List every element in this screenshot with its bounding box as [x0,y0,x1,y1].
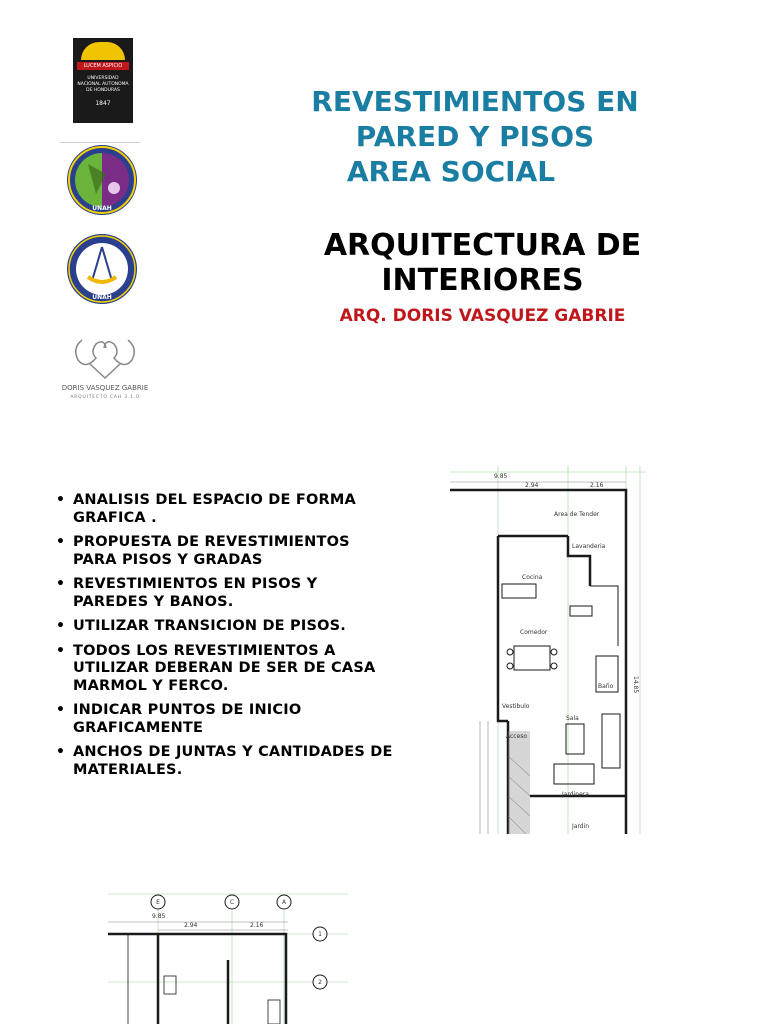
university-year: 1847 [95,100,111,107]
main-title [270,84,680,189]
humanidades-abbr: UNAH [92,205,112,212]
title-line-1: REVESTIMIENTOS EN [311,85,639,118]
room-vestibulo: Vestibulo [502,703,530,710]
room-bano: Baño [598,683,614,690]
axis-1: 1 [318,931,322,938]
doris-subtitle: ARQUITECTO CAH 3.1.0 [70,395,140,400]
dim-left: 2.94 [184,922,198,929]
logo-band-text: LUCEM ASPICIO [77,62,129,70]
room-area-tender: Area de Tender [554,511,600,518]
room-jardinera: Jardinera [562,791,589,798]
dim-total: 9.85 [494,473,508,480]
list-item: • UTILIZAR TRANSICION DE PISOS. [56,618,396,636]
list-item: • ANALISIS DEL ESPACIO DE FORMA GRAFICA . [56,492,396,527]
floor-plan-detail [108,880,348,1024]
list-item: • PROPUESTA DE REVESTIMIENTOS PARA PISOS Y GRADAS [56,534,396,569]
list-item: • TODOS LOS REVESTIMIENTOS A UTILIZAR DEBERAN DE SER DE CASA MARMOL Y FERCO. [56,643,396,696]
room-acceso: Acceso [506,733,528,740]
room-comedor: Comedor [520,629,548,636]
list-item: • ANCHOS DE JUNTAS Y CANTIDADES DE MATERIALES. [56,744,396,779]
sun-emblem [81,42,125,60]
axis-a: A [281,899,287,906]
room-cocina: Cocina [522,574,543,581]
course-line-2: INTERIORES [381,263,584,298]
floor-plan-main [450,466,646,834]
title-line-3: AREA SOCIAL [346,155,556,188]
university-name: UNIVERSIDAD NACIONAL AUTONOMA DE HONDURAS [77,76,129,93]
doris-name: DORIS VASQUEZ GABRIE [61,384,149,392]
requirements-list [56,492,396,786]
dim-right: 2.16 [250,922,264,929]
author-name: ARQ. DORIS VASQUEZ GABRIE [339,306,626,326]
room-jardin: Jardin [572,823,590,830]
room-sala: Sala [566,715,579,722]
university-logo [73,38,133,123]
arquitectura-abbr: UNAH [92,294,112,301]
course-title [290,228,675,298]
axis-2: 2 [318,979,322,986]
list-item: • INDICAR PUNTOS DE INICIO GRAFICAMENTE [56,702,396,737]
list-item: • REVESTIMIENTOS EN PISOS Y PAREDES Y BANOS. [56,576,396,611]
dim-total: 9.85 [152,913,166,920]
dim-height: 14.85 [632,676,639,694]
dim-right: 2.16 [590,482,604,489]
axis-e: E [156,899,160,906]
course-line-1: ARQUITECTURA DE [323,228,642,263]
title-line-2: PARED Y PISOS [355,120,595,153]
arquitectura-logo [66,233,138,305]
dim-left: 2.94 [525,482,539,489]
divider [60,142,140,143]
humanidades-logo [66,144,138,216]
doris-logo [60,330,150,402]
room-lavanderia: Lavanderia [572,543,606,550]
axis-c: C [229,899,235,906]
